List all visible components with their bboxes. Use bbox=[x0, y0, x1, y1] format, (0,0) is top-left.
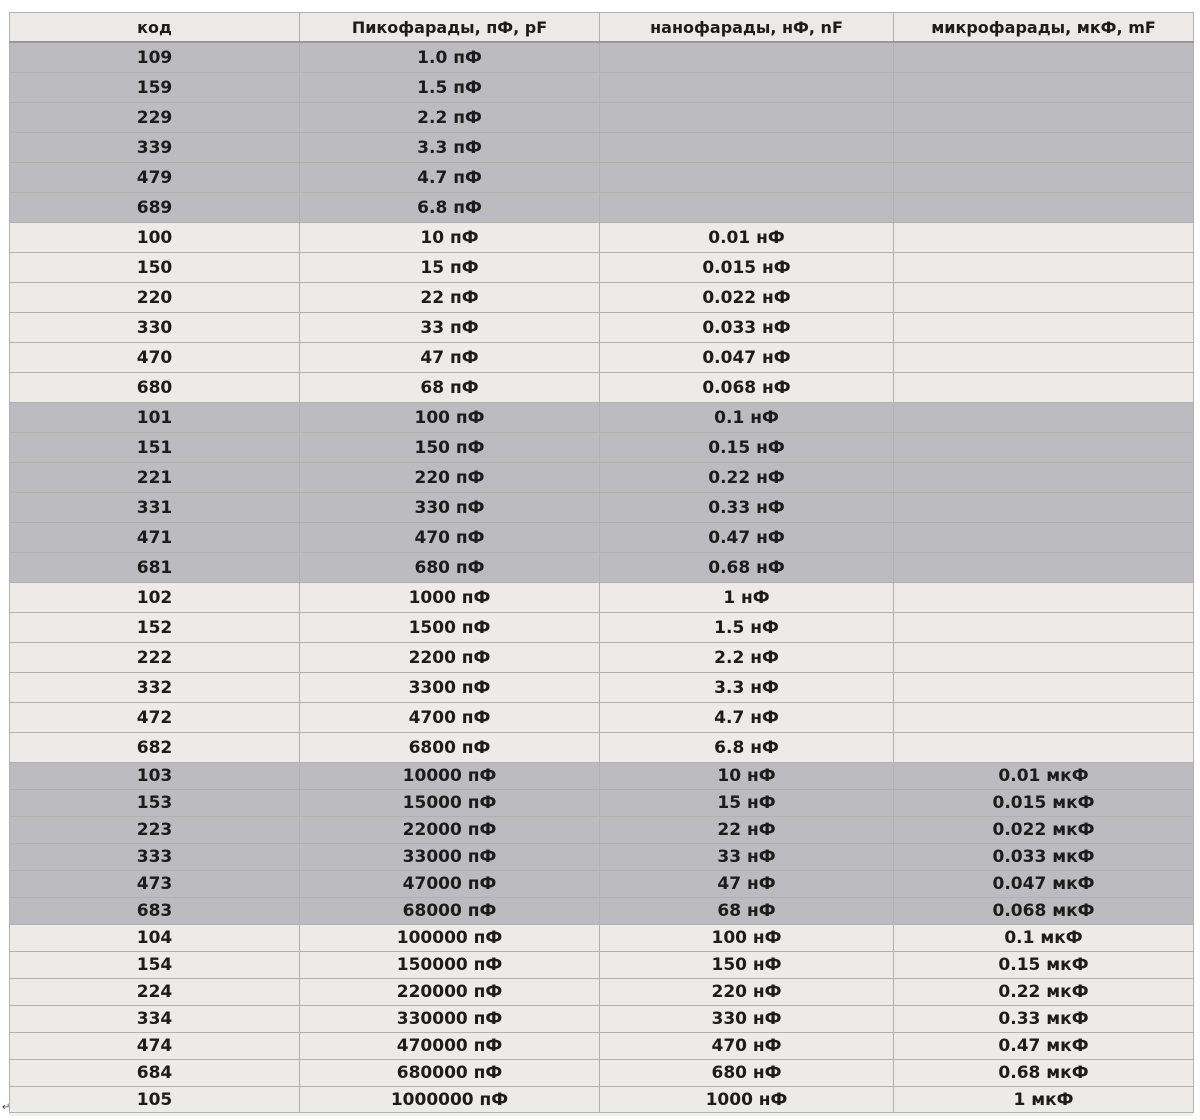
table-row bbox=[10, 163, 1194, 193]
cell-code: 104 bbox=[10, 925, 300, 952]
cell-picofarads: 15 пФ bbox=[300, 253, 600, 283]
cell-nanofarads: 0.1 нФ bbox=[600, 403, 894, 433]
cell-nanofarads: 68 нФ bbox=[600, 898, 894, 925]
cell-code: 331 bbox=[10, 493, 300, 523]
cell-nanofarads: 4.7 нФ bbox=[600, 703, 894, 733]
cell-microfarads bbox=[894, 283, 1194, 313]
cell-nanofarads: 47 нФ bbox=[600, 871, 894, 898]
cell-microfarads: 0.15 мкФ bbox=[894, 952, 1194, 979]
cell-code: 100 bbox=[10, 223, 300, 253]
cell-picofarads: 6.8 пФ bbox=[300, 193, 600, 223]
cell-code: 471 bbox=[10, 523, 300, 553]
cell-nanofarads: 6.8 нФ bbox=[600, 733, 894, 763]
cell-microfarads bbox=[894, 193, 1194, 223]
cell-nanofarads: 1000 нФ bbox=[600, 1087, 894, 1113]
cell-picofarads: 470 пФ bbox=[300, 523, 600, 553]
table-row bbox=[10, 1087, 1194, 1113]
cell-nanofarads: 2.2 нФ bbox=[600, 643, 894, 673]
cell-microfarads bbox=[894, 313, 1194, 343]
header-nanofarads: нанофарады, нФ, nF bbox=[600, 13, 894, 43]
cell-microfarads bbox=[894, 583, 1194, 613]
cell-picofarads: 22 пФ bbox=[300, 283, 600, 313]
table-row bbox=[10, 790, 1194, 817]
header-microfarads: микрофарады, мкФ, mF bbox=[894, 13, 1194, 43]
cell-picofarads: 6800 пФ bbox=[300, 733, 600, 763]
cell-nanofarads: 33 нФ bbox=[600, 844, 894, 871]
cell-picofarads: 47 пФ bbox=[300, 343, 600, 373]
cell-microfarads bbox=[894, 103, 1194, 133]
table-row bbox=[10, 253, 1194, 283]
cell-nanofarads: 1.5 нФ bbox=[600, 613, 894, 643]
cell-picofarads: 2200 пФ bbox=[300, 643, 600, 673]
cell-nanofarads: 330 нФ bbox=[600, 1006, 894, 1033]
cell-nanofarads: 0.047 нФ bbox=[600, 343, 894, 373]
cell-code: 224 bbox=[10, 979, 300, 1006]
cell-picofarads: 330000 пФ bbox=[300, 1006, 600, 1033]
cell-code: 334 bbox=[10, 1006, 300, 1033]
cell-microfarads: 1 мкФ bbox=[894, 1087, 1194, 1113]
cell-code: 339 bbox=[10, 133, 300, 163]
cell-code: 223 bbox=[10, 817, 300, 844]
cell-microfarads bbox=[894, 553, 1194, 583]
table-row bbox=[10, 373, 1194, 403]
cell-microfarads: 0.022 мкФ bbox=[894, 817, 1194, 844]
table-row bbox=[10, 553, 1194, 583]
cell-code: 683 bbox=[10, 898, 300, 925]
table-row bbox=[10, 844, 1194, 871]
cell-code: 479 bbox=[10, 163, 300, 193]
header-code: код bbox=[10, 13, 300, 43]
cell-code: 472 bbox=[10, 703, 300, 733]
cell-nanofarads: 1 нФ bbox=[600, 583, 894, 613]
cell-nanofarads bbox=[600, 42, 894, 73]
table-row bbox=[10, 979, 1194, 1006]
cell-nanofarads: 15 нФ bbox=[600, 790, 894, 817]
cell-picofarads: 68000 пФ bbox=[300, 898, 600, 925]
cell-nanofarads bbox=[600, 103, 894, 133]
cell-code: 470 bbox=[10, 343, 300, 373]
table-row bbox=[10, 493, 1194, 523]
cell-picofarads: 100 пФ bbox=[300, 403, 600, 433]
cell-code: 152 bbox=[10, 613, 300, 643]
cell-code: 153 bbox=[10, 790, 300, 817]
cell-nanofarads: 10 нФ bbox=[600, 763, 894, 790]
cell-code: 689 bbox=[10, 193, 300, 223]
header-row bbox=[10, 13, 1194, 43]
cell-microfarads bbox=[894, 493, 1194, 523]
cell-microfarads bbox=[894, 673, 1194, 703]
cell-code: 221 bbox=[10, 463, 300, 493]
table-row bbox=[10, 523, 1194, 553]
cell-nanofarads bbox=[600, 73, 894, 103]
cell-microfarads: 0.33 мкФ bbox=[894, 1006, 1194, 1033]
cell-microfarads bbox=[894, 463, 1194, 493]
cell-picofarads: 150000 пФ bbox=[300, 952, 600, 979]
cell-code: 101 bbox=[10, 403, 300, 433]
cell-code: 332 bbox=[10, 673, 300, 703]
cell-microfarads bbox=[894, 253, 1194, 283]
cell-code: 473 bbox=[10, 871, 300, 898]
cell-picofarads: 220 пФ bbox=[300, 463, 600, 493]
cell-code: 474 bbox=[10, 1033, 300, 1060]
cell-nanofarads bbox=[600, 193, 894, 223]
cell-code: 220 bbox=[10, 283, 300, 313]
cell-microfarads bbox=[894, 403, 1194, 433]
cell-nanofarads: 0.068 нФ bbox=[600, 373, 894, 403]
table-row bbox=[10, 898, 1194, 925]
cell-microfarads bbox=[894, 163, 1194, 193]
cell-nanofarads: 150 нФ bbox=[600, 952, 894, 979]
cell-microfarads bbox=[894, 373, 1194, 403]
table-row bbox=[10, 1060, 1194, 1087]
cell-picofarads: 4700 пФ bbox=[300, 703, 600, 733]
table-row bbox=[10, 73, 1194, 103]
cell-code: 105 bbox=[10, 1087, 300, 1113]
table-row bbox=[10, 643, 1194, 673]
cell-nanofarads: 0.22 нФ bbox=[600, 463, 894, 493]
cell-code: 154 bbox=[10, 952, 300, 979]
cell-microfarads: 0.22 мкФ bbox=[894, 979, 1194, 1006]
cell-code: 682 bbox=[10, 733, 300, 763]
cell-code: 109 bbox=[10, 42, 300, 73]
table-row bbox=[10, 583, 1194, 613]
table-row bbox=[10, 1006, 1194, 1033]
cell-microfarads: 0.1 мкФ bbox=[894, 925, 1194, 952]
table-row bbox=[10, 463, 1194, 493]
cell-picofarads: 470000 пФ bbox=[300, 1033, 600, 1060]
cell-microfarads bbox=[894, 433, 1194, 463]
cell-picofarads: 1500 пФ bbox=[300, 613, 600, 643]
cell-picofarads: 47000 пФ bbox=[300, 871, 600, 898]
cell-picofarads: 1000000 пФ bbox=[300, 1087, 600, 1113]
cell-nanofarads: 0.033 нФ bbox=[600, 313, 894, 343]
cell-nanofarads: 0.022 нФ bbox=[600, 283, 894, 313]
cell-picofarads: 68 пФ bbox=[300, 373, 600, 403]
cell-nanofarads: 0.33 нФ bbox=[600, 493, 894, 523]
cell-picofarads: 680000 пФ bbox=[300, 1060, 600, 1087]
cell-microfarads bbox=[894, 643, 1194, 673]
cell-nanofarads bbox=[600, 133, 894, 163]
cell-picofarads: 220000 пФ bbox=[300, 979, 600, 1006]
table-row bbox=[10, 223, 1194, 253]
table-body bbox=[10, 42, 1194, 1113]
cell-code: 229 bbox=[10, 103, 300, 133]
cell-microfarads bbox=[894, 73, 1194, 103]
cell-code: 159 bbox=[10, 73, 300, 103]
header-picofarads: Пикофарады, пФ, pF bbox=[300, 13, 600, 43]
cell-picofarads: 1.0 пФ bbox=[300, 42, 600, 73]
cell-nanofarads: 680 нФ bbox=[600, 1060, 894, 1087]
table-row bbox=[10, 703, 1194, 733]
cell-microfarads: 0.047 мкФ bbox=[894, 871, 1194, 898]
cell-code: 222 bbox=[10, 643, 300, 673]
cell-nanofarads: 0.15 нФ bbox=[600, 433, 894, 463]
cell-microfarads: 0.033 мкФ bbox=[894, 844, 1194, 871]
table-row bbox=[10, 613, 1194, 643]
cell-microfarads bbox=[894, 133, 1194, 163]
cell-nanofarads: 0.01 нФ bbox=[600, 223, 894, 253]
table-row bbox=[10, 403, 1194, 433]
cell-picofarads: 4.7 пФ bbox=[300, 163, 600, 193]
cell-microfarads: 0.47 мкФ bbox=[894, 1033, 1194, 1060]
table-row bbox=[10, 313, 1194, 343]
cell-code: 330 bbox=[10, 313, 300, 343]
cell-picofarads: 150 пФ bbox=[300, 433, 600, 463]
cell-picofarads: 15000 пФ bbox=[300, 790, 600, 817]
cell-code: 684 bbox=[10, 1060, 300, 1087]
cell-microfarads bbox=[894, 613, 1194, 643]
table-row bbox=[10, 42, 1194, 73]
table-row bbox=[10, 871, 1194, 898]
cell-picofarads: 680 пФ bbox=[300, 553, 600, 583]
cell-nanofarads: 470 нФ bbox=[600, 1033, 894, 1060]
cell-picofarads: 33000 пФ bbox=[300, 844, 600, 871]
table-row bbox=[10, 103, 1194, 133]
cell-nanofarads: 100 нФ bbox=[600, 925, 894, 952]
table-header bbox=[10, 13, 1194, 43]
cell-picofarads: 10000 пФ bbox=[300, 763, 600, 790]
cell-picofarads: 330 пФ bbox=[300, 493, 600, 523]
cell-microfarads bbox=[894, 733, 1194, 763]
cell-code: 150 bbox=[10, 253, 300, 283]
cell-microfarads bbox=[894, 223, 1194, 253]
cell-picofarads: 3300 пФ bbox=[300, 673, 600, 703]
table-row bbox=[10, 433, 1194, 463]
cell-nanofarads: 0.68 нФ bbox=[600, 553, 894, 583]
cell-microfarads: 0.015 мкФ bbox=[894, 790, 1194, 817]
cell-code: 680 bbox=[10, 373, 300, 403]
cell-code: 151 bbox=[10, 433, 300, 463]
cell-picofarads: 33 пФ bbox=[300, 313, 600, 343]
cell-picofarads: 10 пФ bbox=[300, 223, 600, 253]
cell-nanofarads: 220 нФ bbox=[600, 979, 894, 1006]
cell-picofarads: 1000 пФ bbox=[300, 583, 600, 613]
capacitor-code-sheet bbox=[9, 12, 1193, 1116]
cell-picofarads: 2.2 пФ bbox=[300, 103, 600, 133]
cell-picofarads: 100000 пФ bbox=[300, 925, 600, 952]
capacitor-code-table bbox=[9, 12, 1194, 1113]
cell-code: 681 bbox=[10, 553, 300, 583]
table-row bbox=[10, 925, 1194, 952]
cell-microfarads bbox=[894, 343, 1194, 373]
cell-microfarads bbox=[894, 703, 1194, 733]
cell-picofarads: 3.3 пФ bbox=[300, 133, 600, 163]
table-row bbox=[10, 952, 1194, 979]
table-row bbox=[10, 193, 1194, 223]
table-row bbox=[10, 1033, 1194, 1060]
cell-nanofarads: 22 нФ bbox=[600, 817, 894, 844]
cell-microfarads bbox=[894, 42, 1194, 73]
table-row bbox=[10, 673, 1194, 703]
cell-nanofarads: 0.47 нФ bbox=[600, 523, 894, 553]
cell-picofarads: 1.5 пФ bbox=[300, 73, 600, 103]
cell-nanofarads: 3.3 нФ bbox=[600, 673, 894, 703]
resize-corner-icon: ↵ bbox=[2, 1102, 11, 1113]
table-row bbox=[10, 133, 1194, 163]
cell-microfarads: 0.068 мкФ bbox=[894, 898, 1194, 925]
cell-code: 102 bbox=[10, 583, 300, 613]
cell-code: 333 bbox=[10, 844, 300, 871]
table-row bbox=[10, 763, 1194, 790]
cell-code: 103 bbox=[10, 763, 300, 790]
cell-microfarads: 0.68 мкФ bbox=[894, 1060, 1194, 1087]
cell-nanofarads: 0.015 нФ bbox=[600, 253, 894, 283]
table-row bbox=[10, 343, 1194, 373]
cell-microfarads bbox=[894, 523, 1194, 553]
cell-microfarads: 0.01 мкФ bbox=[894, 763, 1194, 790]
table-row bbox=[10, 733, 1194, 763]
table-row bbox=[10, 817, 1194, 844]
cell-picofarads: 22000 пФ bbox=[300, 817, 600, 844]
cell-nanofarads bbox=[600, 163, 894, 193]
table-row bbox=[10, 283, 1194, 313]
